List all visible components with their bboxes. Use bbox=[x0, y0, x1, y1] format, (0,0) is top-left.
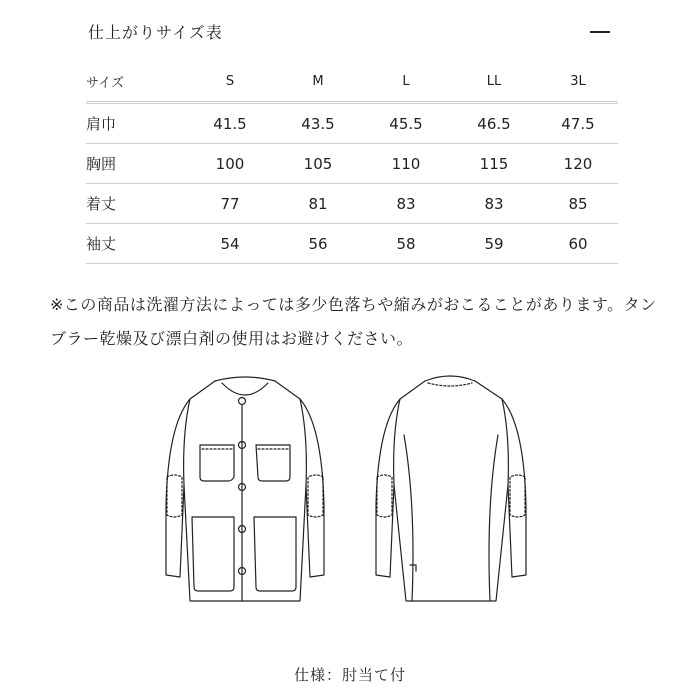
table-cell: 56 bbox=[308, 234, 328, 253]
row-label-sleeve: 袖丈 bbox=[86, 235, 117, 253]
row-label-chest: 胸囲 bbox=[86, 155, 117, 173]
table-cell: 110 bbox=[391, 154, 421, 173]
table-cell: 83 bbox=[484, 194, 504, 213]
table-row bbox=[86, 103, 618, 144]
care-note: ※この商品は洗濯方法によっては多少色落ちや縮みがおこることがあります。タンブラー乾燥及び漂白剤の使用はお避けください。 bbox=[50, 295, 657, 348]
table-cell: 81 bbox=[308, 194, 328, 213]
table-cell: 60 bbox=[568, 234, 588, 253]
column-header-m: M bbox=[312, 74, 324, 89]
size-chart-header[interactable] bbox=[88, 18, 610, 48]
table-row bbox=[86, 144, 618, 184]
table-cell: 83 bbox=[396, 194, 416, 213]
table-cell: 45.5 bbox=[389, 114, 423, 133]
table-cell: 85 bbox=[568, 194, 588, 213]
table-cell: 43.5 bbox=[301, 114, 335, 133]
table-cell: 46.5 bbox=[477, 114, 511, 133]
table-cell: 120 bbox=[563, 154, 593, 173]
column-header-ll: LL bbox=[486, 74, 502, 89]
size-table bbox=[86, 62, 618, 264]
minus-icon[interactable] bbox=[590, 31, 610, 33]
size-table-header-row bbox=[86, 62, 618, 103]
coat-front-drawing bbox=[166, 377, 324, 601]
spec-caption: 仕様：肘当て付 bbox=[293, 666, 406, 684]
table-cell: 47.5 bbox=[561, 114, 595, 133]
size-chart-title: 仕上がりサイズ表 bbox=[88, 23, 223, 42]
table-row bbox=[86, 184, 618, 224]
table-cell: 58 bbox=[396, 234, 416, 253]
table-cell: 105 bbox=[303, 154, 333, 173]
column-header-size: サイズ bbox=[86, 76, 124, 91]
row-label-length: 着丈 bbox=[86, 195, 117, 213]
coat-back-drawing bbox=[376, 376, 526, 601]
table-cell: 41.5 bbox=[213, 114, 247, 133]
table-cell: 54 bbox=[220, 234, 240, 253]
table-row bbox=[86, 224, 618, 264]
row-label-shoulder: 肩巾 bbox=[86, 115, 117, 133]
table-cell: 100 bbox=[215, 154, 245, 173]
coat-illustration bbox=[160, 365, 540, 640]
table-cell: 77 bbox=[220, 194, 240, 213]
table-cell: 59 bbox=[484, 234, 504, 253]
column-header-s: S bbox=[225, 74, 235, 89]
table-cell: 115 bbox=[479, 154, 509, 173]
column-header-l: L bbox=[402, 74, 410, 89]
column-header-3l: 3L bbox=[570, 74, 586, 89]
